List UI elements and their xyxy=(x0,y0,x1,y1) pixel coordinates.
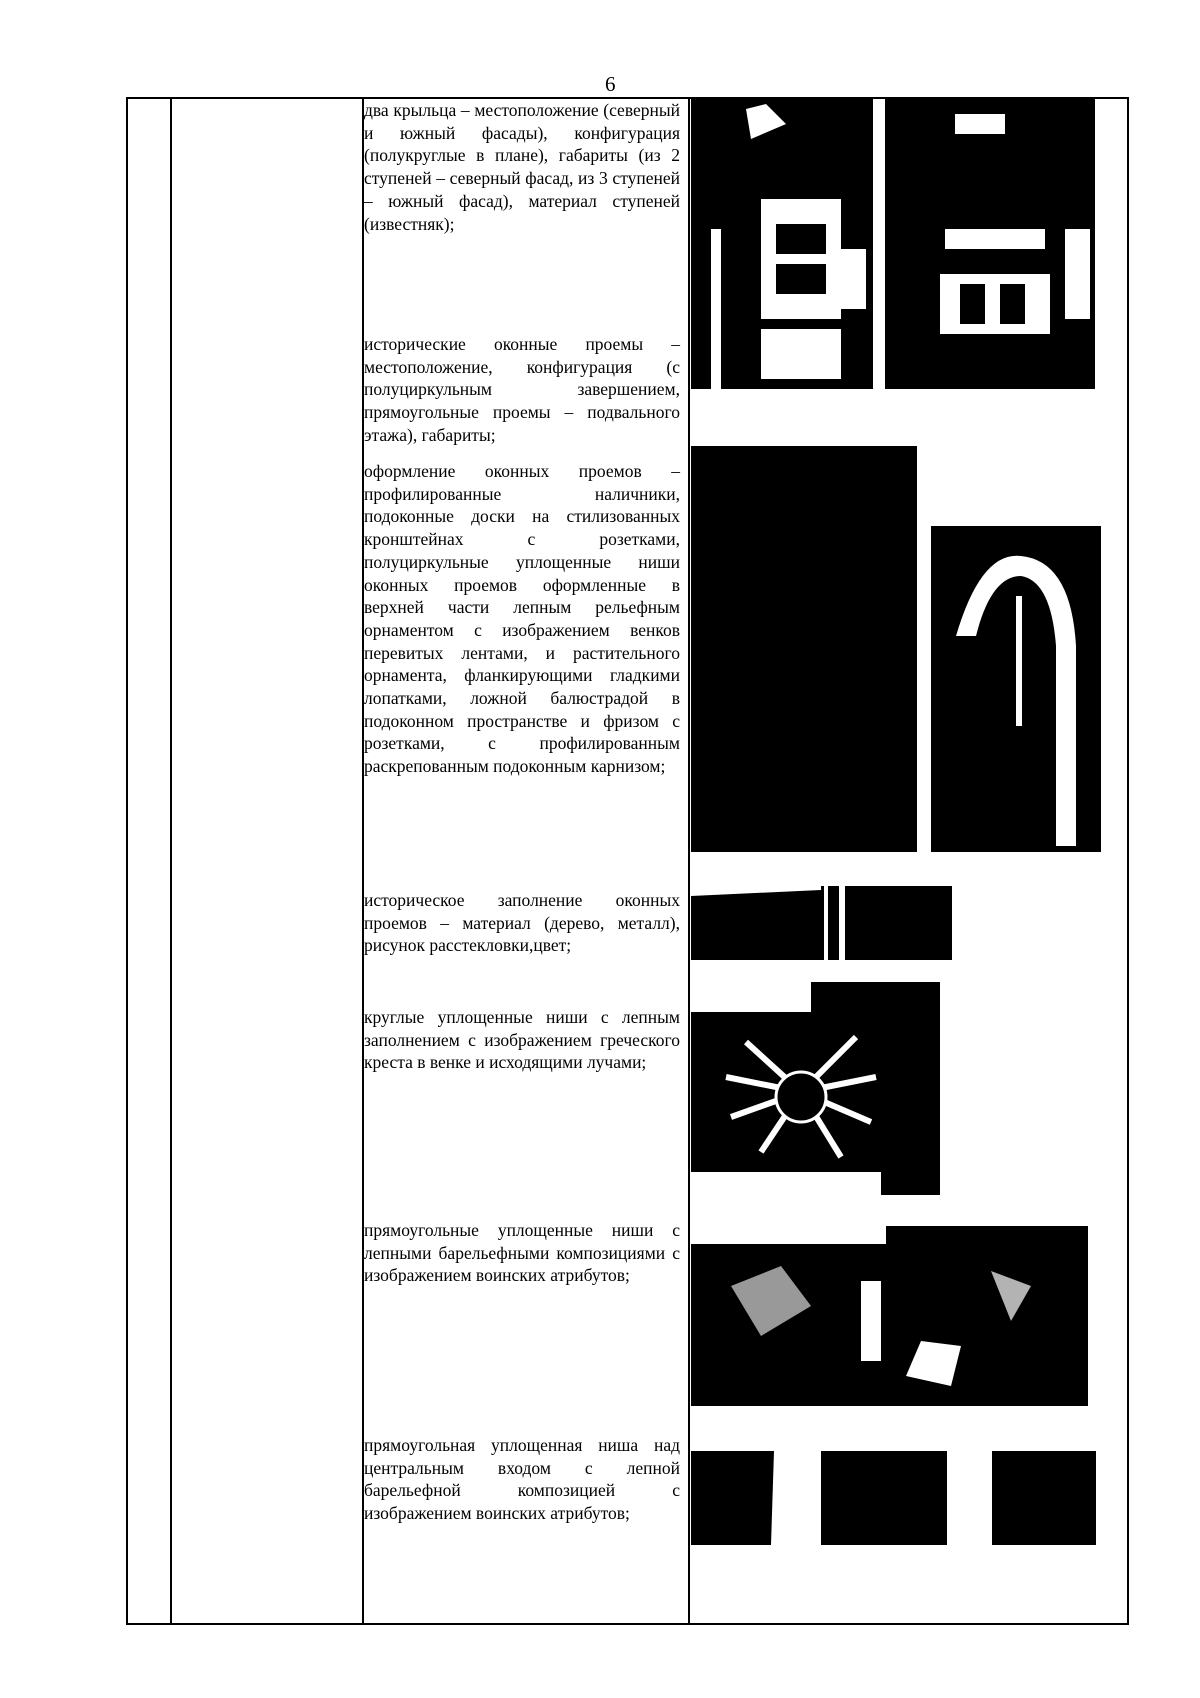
column-divider-1 xyxy=(170,99,172,1623)
photo-relief-composition xyxy=(691,1226,1088,1406)
description-round-niches: круглые уплощенные ниши с лепным заполнением с изображением греческого креста в венке и исходящими лучами; xyxy=(364,1007,680,1073)
photo-round-niche xyxy=(691,982,940,1195)
description-window-fill: историческое заполнение оконных проемов – материал (дерево, металл), рисунок расстекловки,цвет; xyxy=(364,890,680,956)
description-windows: исторические оконные проемы – местоположение, конфигурация (с полуциркульным завершением, прямоугольные проемы – подвального этажа), габариты; xyxy=(364,334,680,445)
description-rect-niches: прямоугольные уплощенные ниши с лепными барельефными композициями с изображением воинских атрибутов; xyxy=(364,1220,680,1286)
column-divider-3 xyxy=(688,99,690,1623)
description-porches: два крыльца – местоположение (северный и южный фасады), конфигурация (полукруглые в плане), габариты (из 2 ступеней – северный фасад, из 3 ступеней – южный фасад), материал ступеней (известняк); xyxy=(364,100,680,234)
photo-central-niche-right xyxy=(992,1451,1096,1545)
photo-window-fill-right xyxy=(845,886,952,960)
photo-north-porch xyxy=(691,99,873,389)
photo-arched-window xyxy=(931,526,1101,852)
photo-south-porch xyxy=(885,99,1095,389)
column-divider-2 xyxy=(362,99,364,1623)
page-number: 6 xyxy=(605,72,616,96)
description-window-decor: оформление оконных проемов – профилированные наличники, подоконные доски на стилизованных кронштейнах с розетками, полуциркульные уплощенные ниши оконных проемов оформленные в верхней части лепным рельефным орнаментом с изображением венков перевитых лентами, и растительного орнамента, фланкирующими гладкими лопатками, ложной балюстрадой в подоконном пространстве и фризом с розетками, с профилированным раскрепованным подоконным карнизом; xyxy=(364,461,680,777)
description-central-niche: прямоугольная уплощенная ниша над центральным входом с лепной барельефной композицией с изображением воинских атрибутов; xyxy=(364,1435,680,1524)
photo-central-niche-left xyxy=(691,1451,778,1545)
photo-central-niche-middle xyxy=(821,1451,947,1545)
photo-window-fill-left xyxy=(691,886,839,960)
photo-window-frame xyxy=(691,446,917,852)
